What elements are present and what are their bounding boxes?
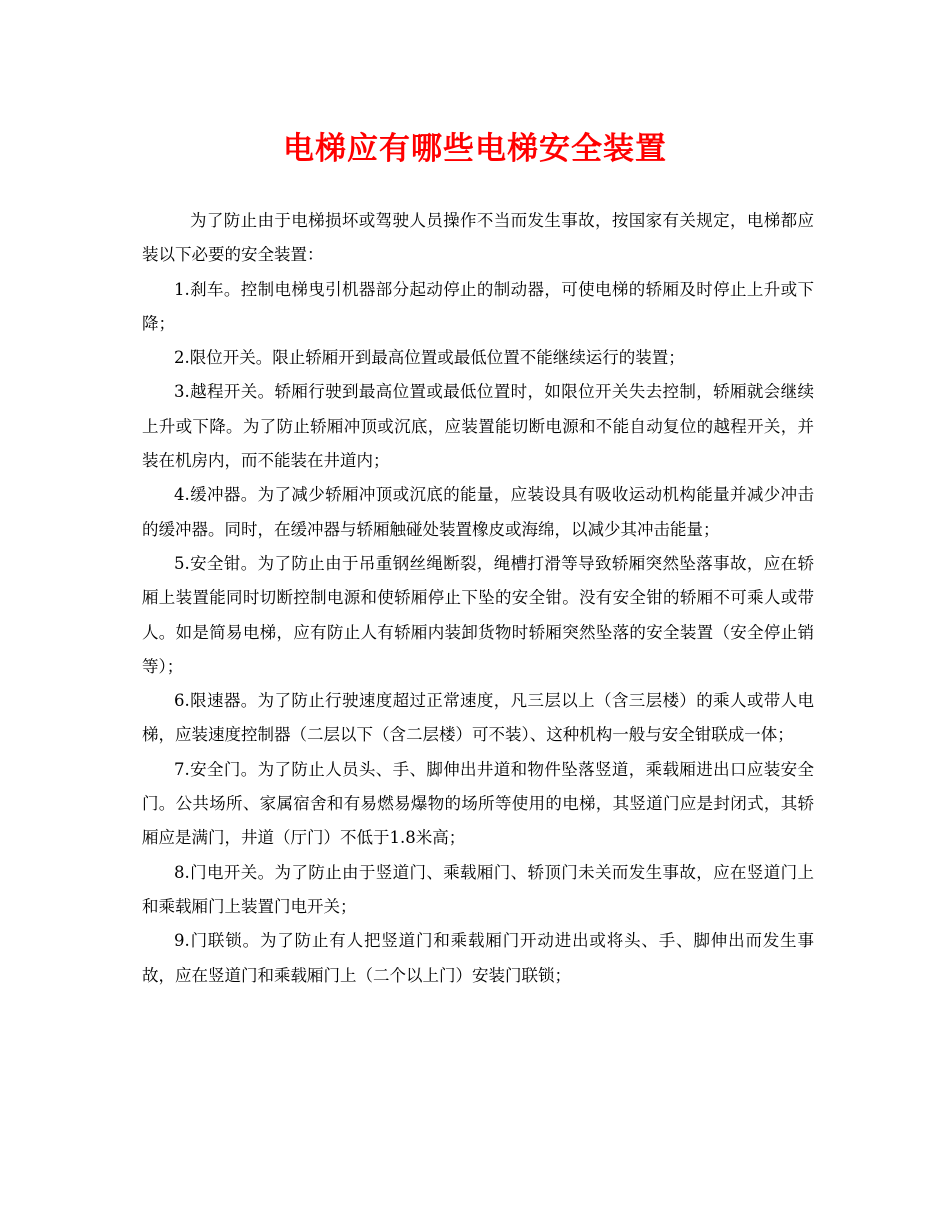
list-item-door-switch: 8.门电开关。为了防止由于竖道门、乘载厢门、轿顶门未关而发生事故，应在竖道门上和乘载厢门上装置门电开关； (142, 862, 814, 916)
list-item-safety-door: 7.安全门。为了防止人员头、手、脚伸出井道和物件坠落竖道，乘载厢进出口应装安全门。公共场所、家属宿舍和有易燃易爆物的场所等使用的电梯，其竖道门应是封闭式，其轿厢应是满门，井道（厅门）不低于1.8米高； (142, 759, 814, 848)
intro-paragraph: 为了防止由于电梯损坏或驾驶人员操作不当而发生事故，按国家有关规定，电梯都应装以下必要的安全装置： (142, 211, 814, 265)
document-body (142, 204, 814, 993)
list-item-safety-gear: 5.安全钳。为了防止由于吊重钢丝绳断裂，绳槽打滑等导致轿厢突然坠落事故，应在轿厢上装置能同时切断控制电源和使轿厢停止下坠的安全钳。没有安全钳的轿厢不可乘人或带人。如是简易电梯，应有防止人有轿厢内装卸货物时轿厢突然坠落的安全装置（安全停止销等）； (142, 553, 814, 676)
list-item-brake: 1.刹车。控制电梯曳引机器部分起动停止的制动器，可使电梯的轿厢及时停止上升或下降； (142, 279, 814, 333)
list-item-speed-governor: 6.限速器。为了防止行驶速度超过正常速度，凡三层以上（含三层楼）的乘人或带人电梯，应装速度控制器（二层以下（含二层楼）可不装）、这种机构一般与安全钳联成一体； (142, 691, 814, 745)
document-title: 电梯应有哪些电梯安全装置 (283, 131, 667, 167)
list-item-buffer: 4.缓冲器。为了减少轿厢冲顶或沉底的能量，应装设具有吸收运动机构能量并减少冲击的缓冲器。同时，在缓冲器与轿厢触碰处装置橡皮或海绵，以减少其冲击能量； (142, 485, 814, 539)
list-item-door-interlock: 9.门联锁。为了防止有人把竖道门和乘载厢门开动进出或将头、手、脚伸出而发生事故，应在竖道门和乘载厢门上（二个以上门）安装门联锁； (142, 931, 814, 985)
list-item-overtravel-switch: 3.越程开关。轿厢行驶到最高位置或最低位置时，如限位开关失去控制，轿厢就会继续上升或下降。为了防止轿厢冲顶或沉底，应装置能切断电源和不能自动复位的越程开关，并装在机房内，而不能装在井道内； (142, 382, 814, 471)
list-item-limit-switch: 2.限位开关。限止轿厢开到最高位置或最低位置不能继续运行的装置； (174, 348, 685, 368)
